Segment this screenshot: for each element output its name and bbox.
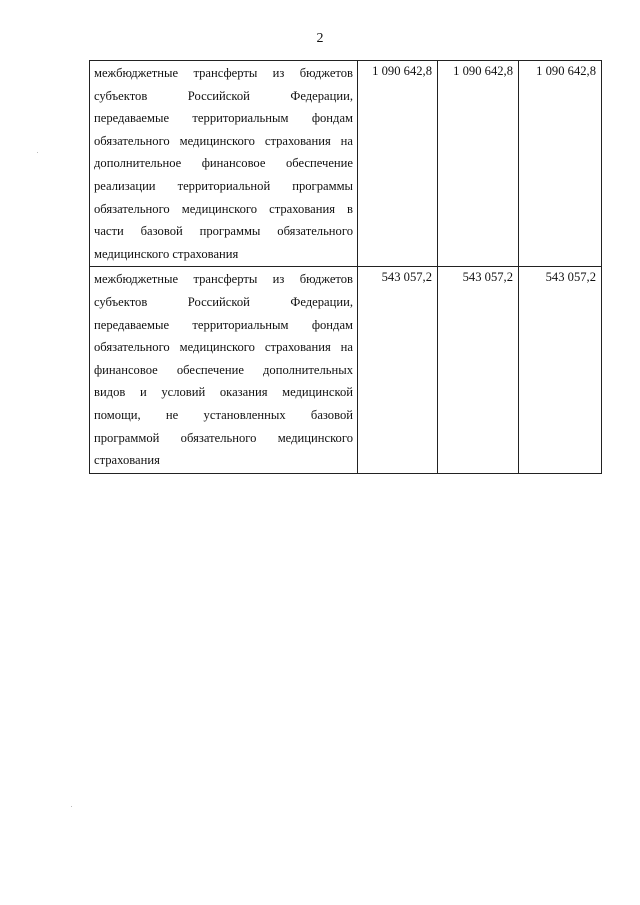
scan-speck [37,152,38,153]
row-value-2: 1 090 642,8 [438,61,519,267]
row-value-3: 1 090 642,8 [519,61,602,267]
page-number: 2 [316,31,324,46]
row-value-2: 543 057,2 [438,267,519,473]
row-description: межбюджетные трансферты из бюджетов субъектов Российской Федерации, передаваемые территориальным фондам обязательного медицинского страхования на дополнительное финансовое обеспечение реализации территориальной программы обязательного медицинского страхования в части базовой программы обязательного медицинского страхования [90,61,358,267]
budget-table [89,60,602,474]
table-row [90,61,602,267]
table-row [90,267,602,473]
scan-speck [71,806,72,807]
row-value-1: 543 057,2 [358,267,438,473]
row-value-3: 543 057,2 [519,267,602,473]
row-value-1: 1 090 642,8 [358,61,438,267]
row-description: межбюджетные трансферты из бюджетов субъектов Российской Федерации, передаваемые территориальным фондам обязательного медицинского страхования на финансовое обеспечение дополнительных видов и условий оказания медицинской помощи, не установленных базовой программой обязательного медицинского страхования [90,267,358,473]
